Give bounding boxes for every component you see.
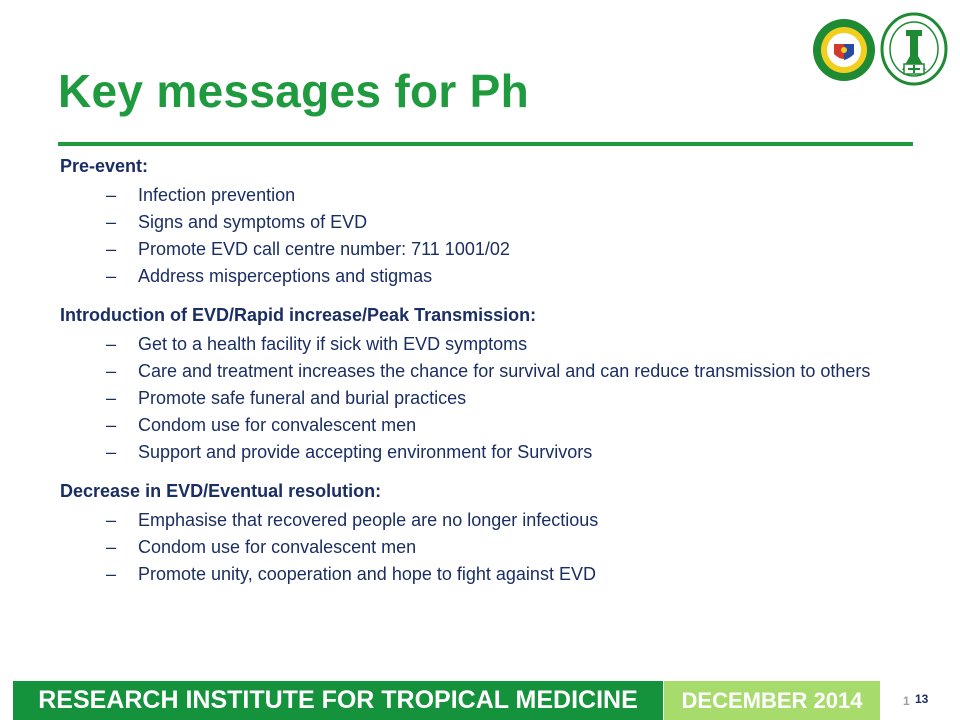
list-item bbox=[60, 266, 920, 286]
bullet-text: Get to a health facility if sick with EVD symptoms bbox=[138, 334, 528, 354]
bullet-text: Signs and symptoms of EVD bbox=[138, 212, 368, 232]
footer-institute-text: RESEARCH INSTITUTE FOR TROPICAL MEDICINE bbox=[38, 686, 638, 714]
footer-institute-bar bbox=[13, 681, 663, 720]
list-item bbox=[60, 185, 920, 205]
dash-marker: – bbox=[106, 185, 117, 205]
dash-marker: – bbox=[106, 239, 117, 259]
dash-marker: – bbox=[106, 334, 117, 354]
list-item bbox=[60, 361, 920, 381]
list-item bbox=[60, 510, 920, 530]
slide-body bbox=[60, 154, 920, 584]
list-item bbox=[60, 564, 920, 584]
slide-title: Key messages for Ph bbox=[58, 65, 530, 117]
title-divider bbox=[58, 142, 913, 146]
bullet-list bbox=[60, 510, 920, 584]
bullet-list bbox=[60, 185, 920, 286]
dash-marker: – bbox=[106, 388, 117, 408]
bullet-text: Address misperceptions and stigmas bbox=[138, 266, 433, 286]
list-item bbox=[60, 537, 920, 557]
bullet-text: Care and treatment increases the chance for survival and can reduce transmission to others bbox=[138, 361, 871, 381]
page-number-shadow: 1 bbox=[903, 694, 910, 708]
section-heading: Decrease in EVD/Eventual resolution: bbox=[60, 481, 382, 501]
dash-marker: – bbox=[106, 266, 117, 286]
doh-philippines-seal-logo bbox=[812, 18, 876, 82]
list-item bbox=[60, 388, 920, 408]
list-item bbox=[60, 239, 920, 259]
bullet-text: Emphasise that recovered people are no longer infectious bbox=[138, 510, 599, 530]
list-item bbox=[60, 334, 920, 354]
section-pre-event bbox=[60, 154, 920, 286]
list-item bbox=[60, 212, 920, 232]
section-peak-transmission bbox=[60, 303, 920, 462]
department-of-health-seal-logo bbox=[880, 12, 948, 86]
bullet-text: Condom use for convalescent men bbox=[138, 415, 417, 435]
list-item bbox=[60, 415, 920, 435]
footer-date-bar bbox=[664, 681, 880, 720]
bullet-text: Promote safe funeral and burial practices bbox=[138, 388, 467, 408]
bullet-text: Promote EVD call centre number: 711 1001/02 bbox=[138, 239, 510, 259]
bullet-text: Condom use for convalescent men bbox=[138, 537, 417, 557]
dash-marker: – bbox=[106, 442, 117, 462]
dash-marker: – bbox=[106, 537, 117, 557]
dash-marker: – bbox=[106, 510, 117, 530]
footer-date-text: DECEMBER 2014 bbox=[681, 687, 863, 713]
section-heading: Pre-event: bbox=[60, 156, 149, 176]
section-resolution bbox=[60, 479, 920, 584]
dash-marker: – bbox=[106, 564, 117, 584]
bullet-text: Promote unity, cooperation and hope to fight against EVD bbox=[138, 564, 596, 584]
list-item bbox=[60, 442, 920, 462]
section-heading: Introduction of EVD/Rapid increase/Peak Transmission: bbox=[60, 305, 537, 325]
bullet-list bbox=[60, 334, 920, 462]
page-number: 13 bbox=[915, 692, 929, 706]
dash-marker: – bbox=[106, 415, 117, 435]
bullet-text: Infection prevention bbox=[138, 185, 296, 205]
bullet-text: Support and provide accepting environment for Survivors bbox=[138, 442, 593, 462]
dash-marker: – bbox=[106, 212, 117, 232]
dash-marker: – bbox=[106, 361, 117, 381]
